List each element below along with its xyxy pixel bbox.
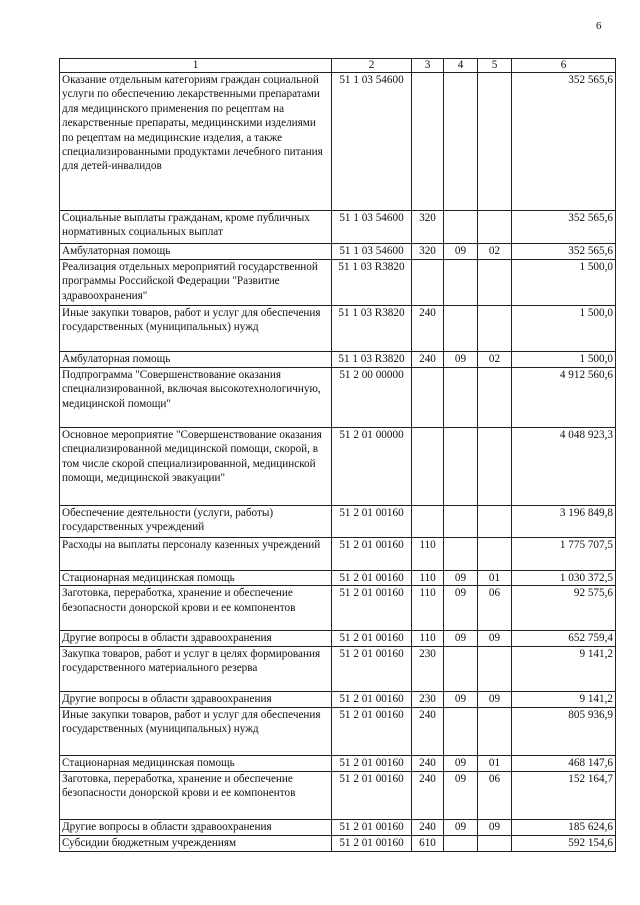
row-expense-type-cell: 240: [412, 819, 444, 835]
row-amount-cell: 9 141,2: [512, 646, 616, 691]
row-section-cell: 09: [444, 586, 478, 631]
row-amount-cell: 352 565,6: [512, 211, 616, 244]
row-section-cell: [444, 707, 478, 755]
row-code-cell: 51 2 01 00160: [332, 506, 412, 538]
row-amount-cell: 592 154,6: [512, 835, 616, 851]
page-number: 6: [596, 20, 602, 32]
row-name-cell: Другие вопросы в области здравоохранения: [60, 691, 332, 707]
row-name-cell: Другие вопросы в области здравоохранения: [60, 819, 332, 835]
row-code-cell: 51 2 01 00000: [332, 428, 412, 506]
row-expense-type-cell: 610: [412, 835, 444, 851]
row-section-cell: 09: [444, 771, 478, 819]
table-row: [60, 260, 616, 306]
row-expense-type-cell: 320: [412, 211, 444, 244]
row-expense-type-cell: [412, 506, 444, 538]
row-amount-cell: 4 912 560,6: [512, 368, 616, 428]
row-name-cell: Основное мероприятие "Совершенствование оказания специализированной медицинской помощи, скорой, в том числе скорой специализированной, медицинской помощи, медицинской эвакуации": [60, 428, 332, 506]
row-section-cell: 09: [444, 244, 478, 260]
row-code-cell: 51 1 03 R3820: [332, 306, 412, 352]
row-section-cell: 09: [444, 755, 478, 771]
table-row: [60, 707, 616, 755]
row-subsection-cell: 09: [478, 819, 512, 835]
table-row: [60, 211, 616, 244]
row-expense-type-cell: 240: [412, 306, 444, 352]
row-code-cell: 51 2 01 00160: [332, 538, 412, 571]
row-subsection-cell: [478, 260, 512, 306]
row-section-cell: [444, 73, 478, 211]
row-code-cell: 51 2 01 00160: [332, 771, 412, 819]
row-amount-cell: 9 141,2: [512, 691, 616, 707]
row-code-cell: 51 2 01 00160: [332, 819, 412, 835]
row-name-cell: Другие вопросы в области здравоохранения: [60, 631, 332, 646]
row-name-cell: Расходы на выплаты персоналу казенных учреждений: [60, 538, 332, 571]
row-amount-cell: 805 936,9: [512, 707, 616, 755]
row-code-cell: 51 1 03 54600: [332, 244, 412, 260]
row-name-cell: Субсидии бюджетным учреждениям: [60, 835, 332, 851]
row-expense-type-cell: 230: [412, 646, 444, 691]
row-expense-type-cell: 110: [412, 571, 444, 586]
row-subsection-cell: [478, 428, 512, 506]
row-section-cell: 09: [444, 571, 478, 586]
row-code-cell: 51 1 03 R3820: [332, 352, 412, 368]
row-subsection-cell: [478, 707, 512, 755]
row-subsection-cell: 06: [478, 586, 512, 631]
budget-table: [59, 58, 616, 852]
table-row: [60, 571, 616, 586]
row-expense-type-cell: 110: [412, 538, 444, 571]
table-row: [60, 352, 616, 368]
row-section-cell: [444, 368, 478, 428]
row-subsection-cell: [478, 306, 512, 352]
row-subsection-cell: [478, 646, 512, 691]
row-expense-type-cell: 320: [412, 244, 444, 260]
row-expense-type-cell: [412, 260, 444, 306]
row-name-cell: Иные закупки товаров, работ и услуг для обеспечения государственных (муниципальных) нужд: [60, 306, 332, 352]
row-code-cell: 51 2 01 00160: [332, 691, 412, 707]
row-section-cell: [444, 835, 478, 851]
row-subsection-cell: 01: [478, 571, 512, 586]
row-subsection-cell: 01: [478, 755, 512, 771]
table-row: [60, 244, 616, 260]
row-amount-cell: 652 759,4: [512, 631, 616, 646]
table-row: [60, 631, 616, 646]
row-amount-cell: 92 575,6: [512, 586, 616, 631]
row-subsection-cell: 09: [478, 631, 512, 646]
row-name-cell: Социальные выплаты гражданам, кроме публичных нормативных социальных выплат: [60, 211, 332, 244]
table-header-row: [60, 59, 616, 73]
row-name-cell: Стационарная медицинская помощь: [60, 755, 332, 771]
row-expense-type-cell: [412, 73, 444, 211]
table-row: [60, 835, 616, 851]
row-section-cell: [444, 506, 478, 538]
row-subsection-cell: 06: [478, 771, 512, 819]
table-row: [60, 306, 616, 352]
row-name-cell: Амбулаторная помощь: [60, 352, 332, 368]
row-amount-cell: 352 565,6: [512, 73, 616, 211]
row-name-cell: Иные закупки товаров, работ и услуг для обеспечения государственных (муниципальных) нужд: [60, 707, 332, 755]
row-name-cell: Закупка товаров, работ и услуг в целях формирования государственного материального резерва: [60, 646, 332, 691]
row-subsection-cell: 09: [478, 691, 512, 707]
row-name-cell: Подпрограмма "Совершенствование оказания специализированной, включая высокотехнологичную, медицинской помощи": [60, 368, 332, 428]
row-expense-type-cell: 240: [412, 771, 444, 819]
row-section-cell: [444, 538, 478, 571]
row-subsection-cell: [478, 368, 512, 428]
row-code-cell: 51 2 01 00160: [332, 646, 412, 691]
row-section-cell: [444, 211, 478, 244]
table-row: [60, 586, 616, 631]
row-amount-cell: 1 030 372,5: [512, 571, 616, 586]
row-subsection-cell: [478, 835, 512, 851]
row-code-cell: 51 2 01 00160: [332, 631, 412, 646]
table-row: [60, 755, 616, 771]
row-amount-cell: 468 147,6: [512, 755, 616, 771]
row-subsection-cell: [478, 211, 512, 244]
row-expense-type-cell: [412, 428, 444, 506]
row-expense-type-cell: 230: [412, 691, 444, 707]
row-code-cell: 51 2 01 00160: [332, 586, 412, 631]
row-expense-type-cell: 110: [412, 631, 444, 646]
row-section-cell: [444, 260, 478, 306]
row-name-cell: Обеспечение деятельности (услуги, работы) государственных учреждений: [60, 506, 332, 538]
row-subsection-cell: 02: [478, 352, 512, 368]
row-expense-type-cell: 240: [412, 352, 444, 368]
row-amount-cell: 352 565,6: [512, 244, 616, 260]
row-section-cell: 09: [444, 631, 478, 646]
row-name-cell: Оказание отдельным категориям граждан социальной услуги по обеспечению лекарственными препаратами для медицинского применения по рецептам на лекарственные препараты, медицинскими изделиями по рецептам на медицинские изделия, а также специализированными продуктами лечебного питания для детей-инвалидов: [60, 73, 332, 211]
row-section-cell: 09: [444, 352, 478, 368]
row-section-cell: [444, 306, 478, 352]
row-amount-cell: 1 775 707,5: [512, 538, 616, 571]
row-section-cell: [444, 646, 478, 691]
row-subsection-cell: [478, 73, 512, 211]
column-header-6: 6: [512, 59, 616, 73]
table-row: [60, 73, 616, 211]
row-expense-type-cell: 240: [412, 755, 444, 771]
row-code-cell: 51 2 01 00160: [332, 835, 412, 851]
row-amount-cell: 3 196 849,8: [512, 506, 616, 538]
row-code-cell: 51 2 00 00000: [332, 368, 412, 428]
row-amount-cell: 1 500,0: [512, 306, 616, 352]
row-name-cell: Заготовка, переработка, хранение и обеспечение безопасности донорской крови и ее компонентов: [60, 586, 332, 631]
row-code-cell: 51 1 03 R3820: [332, 260, 412, 306]
row-expense-type-cell: 240: [412, 707, 444, 755]
row-subsection-cell: 02: [478, 244, 512, 260]
row-code-cell: 51 2 01 00160: [332, 707, 412, 755]
row-expense-type-cell: 110: [412, 586, 444, 631]
row-amount-cell: 4 048 923,3: [512, 428, 616, 506]
row-expense-type-cell: [412, 368, 444, 428]
column-header-3: 3: [412, 59, 444, 73]
table-row: [60, 771, 616, 819]
column-header-4: 4: [444, 59, 478, 73]
table-row: [60, 538, 616, 571]
column-header-1: 1: [60, 59, 332, 73]
row-code-cell: 51 2 01 00160: [332, 571, 412, 586]
table-row: [60, 368, 616, 428]
row-name-cell: Стационарная медицинская помощь: [60, 571, 332, 586]
row-amount-cell: 1 500,0: [512, 352, 616, 368]
column-header-2: 2: [332, 59, 412, 73]
table-row: [60, 691, 616, 707]
column-header-5: 5: [478, 59, 512, 73]
row-code-cell: 51 1 03 54600: [332, 211, 412, 244]
table-row: [60, 646, 616, 691]
row-amount-cell: 152 164,7: [512, 771, 616, 819]
table-row: [60, 506, 616, 538]
row-amount-cell: 1 500,0: [512, 260, 616, 306]
table-row: [60, 819, 616, 835]
row-section-cell: 09: [444, 819, 478, 835]
row-code-cell: 51 2 01 00160: [332, 755, 412, 771]
table-row: [60, 428, 616, 506]
row-section-cell: 09: [444, 691, 478, 707]
row-code-cell: 51 1 03 54600: [332, 73, 412, 211]
row-name-cell: Заготовка, переработка, хранение и обеспечение безопасности донорской крови и ее компонентов: [60, 771, 332, 819]
row-subsection-cell: [478, 506, 512, 538]
row-subsection-cell: [478, 538, 512, 571]
row-name-cell: Реализация отдельных мероприятий государственной программы Российской Федерации "Развитие здравоохранения": [60, 260, 332, 306]
row-section-cell: [444, 428, 478, 506]
row-amount-cell: 185 624,6: [512, 819, 616, 835]
row-name-cell: Амбулаторная помощь: [60, 244, 332, 260]
